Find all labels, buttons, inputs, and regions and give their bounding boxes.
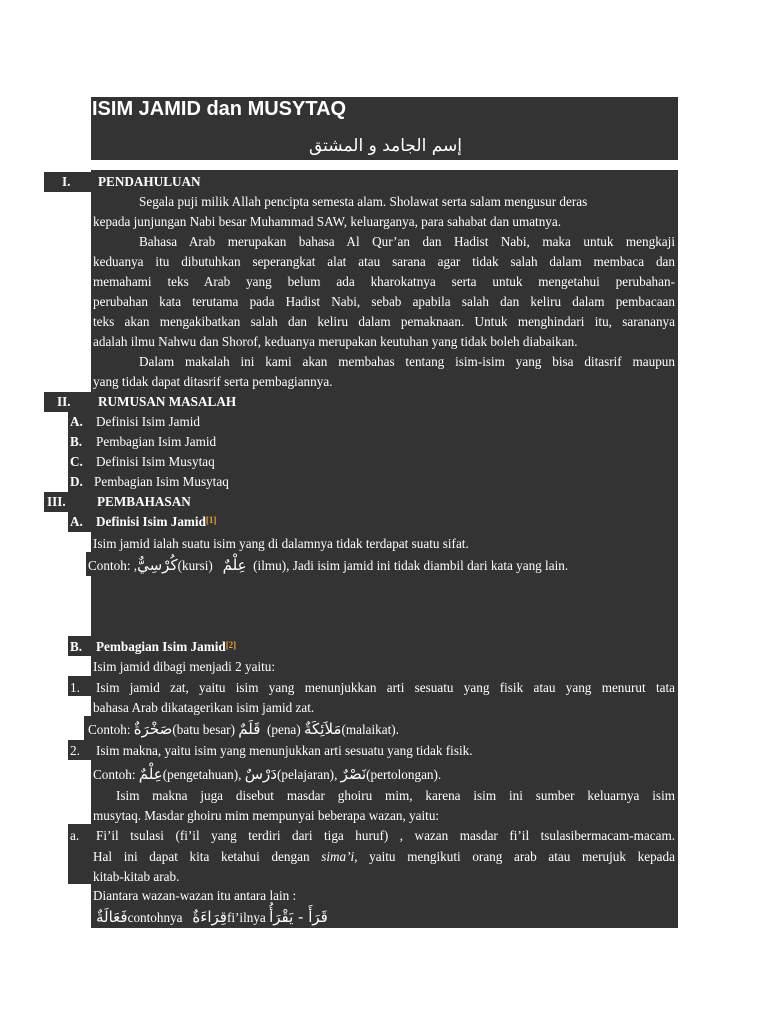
item-a-line2-start: Hal ini dapat kita ketahui dengan <box>93 849 322 864</box>
example-filnya: fi’ilnya <box>226 910 266 925</box>
item-2-line3: Isim makna juga disebut masdar ghoiru mim, karena isim ini sumber keluarnya isim <box>116 788 675 803</box>
contoh-pena: (pena) <box>266 722 301 737</box>
item-a-line2-end: , yaitu mengikuti orang arab atau merujuk kepada <box>354 849 675 864</box>
subsection-b-letter: B. <box>70 639 83 654</box>
item-2-line4: musytaq. Masdar ghoiru mim mempunyai beberapa wazan, yaitu: <box>93 808 440 823</box>
item-a-line1: Fi’il tsulasi (fi’il yang terdiri dari tiga huruf) , wazan masdar fi’il tsulasibermacam-macam. <box>96 828 675 843</box>
footnote-link-1[interactable]: [1] <box>205 515 217 525</box>
item-1-line2: bahasa Arab dikatagerikan isim jamid zat. <box>93 700 315 715</box>
item-2-contoh <box>93 764 441 785</box>
section1-p2-line1: Bahasa Arab merupakan bahasa Al Qur’an dan Hadist Nabi, maka untuk mengkaji <box>139 234 675 249</box>
item-a-example <box>96 907 328 928</box>
subsection-b-title: Pembagian Isim Jamid <box>96 639 226 654</box>
contoh-batu-besar: (batu besar) <box>172 722 235 737</box>
item-2-line1: Isim makna, yaitu isim yang menunjukkan arti sesuatu yang tidak fisik. <box>96 743 473 758</box>
section2-heading: RUMUSAN MASALAH <box>98 394 237 409</box>
subsection-a-letter: A. <box>70 514 83 529</box>
section1-p2-line5: teks akan mengakibatkan salah dan keliru dalam pemaknaan. Untuk menghindari itu, sarananya <box>93 314 675 329</box>
contoh-kursi: (kursi) <box>177 558 213 573</box>
section1-p2-line6: adalah ilmu Nahwu dan Shorof, keduanya merupakan keutuhan yang tidak boleh diabaikan. <box>93 334 578 349</box>
arabic-kursi: كُرْسِيٌّ <box>137 556 178 574</box>
arabic-qaraa-yaqrau: قَرَأَ - يَقْرَأُ <box>269 908 328 926</box>
document-title-arabic: إسم الجامد و المشتق <box>309 136 462 156</box>
section1-number: I. <box>62 174 71 189</box>
section2-number: II. <box>57 394 71 409</box>
section1-p2-line2: keduanya itu dibutuhkan seperangkat alat atau sarana agar tidak salah dalam membaca dan <box>93 254 675 269</box>
section1-p1-line2: kepada junjungan Nabi besar Muhammad SAW, keluarganya, para sahabat dan umatnya. <box>93 214 562 229</box>
item-a-letter: a. <box>70 828 80 843</box>
contoh-label: Contoh: <box>88 558 131 573</box>
footnote-link-2[interactable]: [2] <box>225 640 237 650</box>
subsection-a-heading <box>96 512 216 532</box>
contoh-ilmu: (ilmu), Jadi isim jamid ini tidak diambil dari kata yang lain. <box>253 558 569 573</box>
contoh-pengetahuan: (pengetahuan), <box>162 767 242 782</box>
list-letter-d: D. <box>70 474 83 489</box>
subsection-b-intro: Isim jamid dibagi menjadi 2 yaitu: <box>93 659 276 674</box>
subsection-b-heading <box>96 637 236 657</box>
contoh-label: Contoh: <box>93 767 136 782</box>
item-1-contoh <box>88 719 399 740</box>
section1-p1-line1: Segala puji milik Allah pencipta semesta alam. Sholawat serta salam mengusur deras <box>139 194 588 209</box>
subsection-a-definition: Isim jamid ialah suatu isim yang di dalamnya tidak terdapat suatu sifat. <box>93 536 469 551</box>
section3-number: III. <box>47 494 66 509</box>
arabic-faalah: فَعَالَةٌ <box>96 908 128 926</box>
arabic-qalam: قَلَمٌ <box>238 720 261 738</box>
list-item-d: Pembagian Isim Musytaq <box>94 474 229 489</box>
arabic-ilm: عِلْمٌ <box>138 765 163 783</box>
list-item-c: Definisi Isim Musytaq <box>96 454 215 469</box>
item-2-number: 2. <box>70 743 80 758</box>
item-1-line1: Isim jamid zat, yaitu isim yang menunjukkan arti sesuatu yang fisik atau yang menurut tata <box>96 680 675 695</box>
list-item-b: Pembagian Isim Jamid <box>96 434 217 449</box>
section1-p3-line1: Dalam makalah ini kami akan membahas tentang isim-isim yang bisa ditasrif maupun <box>139 354 675 369</box>
item-1-number: 1. <box>70 680 80 695</box>
section1-heading: PENDAHULUAN <box>98 174 201 189</box>
arabic-qiraah: قِرَاءَةٌ <box>192 908 227 926</box>
arabic-sakhrah: صَخْرَةٌ <box>133 720 173 738</box>
section1-p2-line3: memahami teks Arab yang belum ada kharokatnya serta untuk mengetahui perubahan- <box>93 274 675 289</box>
contoh-pertolongan: (pertolongan). <box>366 767 442 782</box>
subsection-a-contoh <box>88 555 568 576</box>
arabic-malaikah: مَلاَئِكَةٌ <box>303 720 342 738</box>
section1-p3-line2: yang tidak dapat ditasrif serta pembagiannya. <box>93 374 333 389</box>
document-title: ISIM JAMID dan MUSYTAQ <box>92 98 347 120</box>
contoh-pelajaran: (pelajaran), <box>276 767 338 782</box>
contoh-label: Contoh: <box>88 722 131 737</box>
section1-p2-line4: perubahan kata terutama pada Hadist Nabi, sebab apabila salah dan keliru dalam pembacaan <box>93 294 675 309</box>
list-item-a: Definisi Isim Jamid <box>96 414 201 429</box>
list-letter-a: A. <box>70 414 83 429</box>
item-a-line3: kitab-kitab arab. <box>93 869 180 884</box>
arabic-ilmu: عِلْمٌ <box>222 556 247 574</box>
item-a-line2-italic: sima’i <box>321 849 355 864</box>
section3-heading: PEMBAHASAN <box>97 494 191 509</box>
contoh-comma: , <box>133 558 138 573</box>
contoh-malaikat: (malaikat). <box>341 722 399 737</box>
arabic-nasr: نَصْرٌ <box>340 765 367 783</box>
list-letter-c: C. <box>70 454 83 469</box>
example-contohnya: contohnya <box>127 910 183 925</box>
item-a-line4: Diantara wazan-wazan itu antara lain : <box>93 888 297 903</box>
item-a-line2 <box>93 847 675 867</box>
arabic-dars: دَرْسٌ <box>244 765 277 783</box>
list-letter-b: B. <box>70 434 83 449</box>
subsection-a-title: Definisi Isim Jamid <box>96 514 206 529</box>
